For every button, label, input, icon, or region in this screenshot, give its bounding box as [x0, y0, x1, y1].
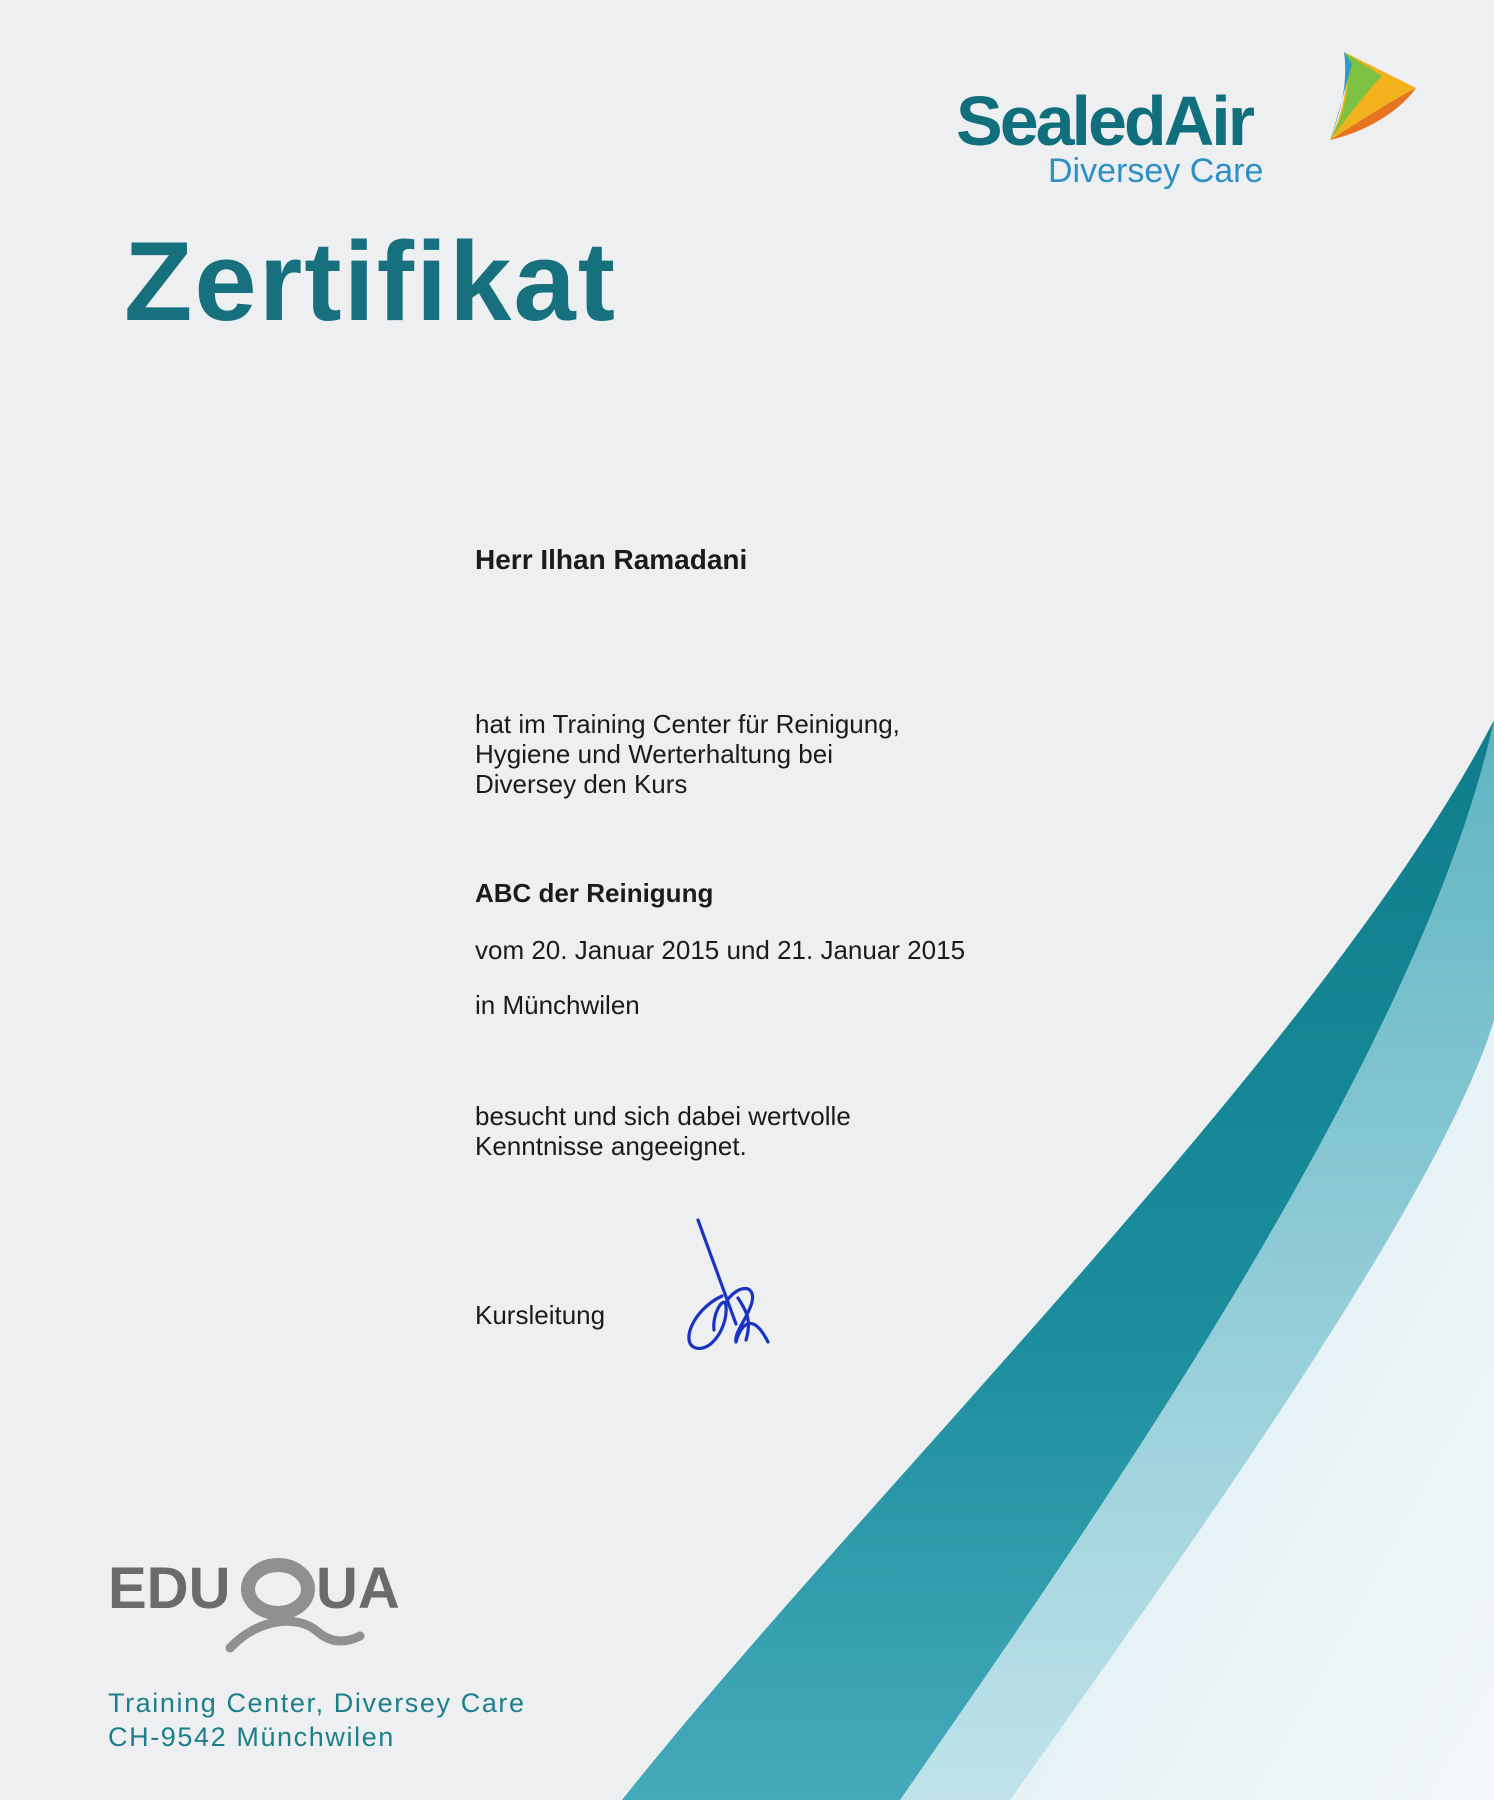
svg-text:EDU: EDU — [108, 1556, 231, 1621]
diversey-care-logo-text: Diversey Care — [1048, 152, 1264, 190]
sail-logo-icon — [1322, 50, 1418, 150]
intro-paragraph — [475, 709, 900, 799]
sealed-air-logo-text: SealedAir — [956, 82, 1252, 160]
intro-line: Hygiene und Werterhaltung bei — [475, 739, 833, 769]
certificate-title: Zertifikat — [124, 219, 617, 344]
intro-line: Diversey den Kurs — [475, 769, 688, 799]
closing-line: besucht und sich dabei wertvolle — [475, 1101, 851, 1131]
footer-line: CH-9542 Münchwilen — [108, 1722, 395, 1752]
closing-line: Kenntnisse angeeignet. — [475, 1131, 747, 1161]
course-name: ABC der Reinigung — [475, 878, 714, 908]
intro-line: hat im Training Center für Reinigung, — [475, 709, 900, 739]
svg-text:UA: UA — [316, 1556, 400, 1621]
course-dates: vom 20. Januar 2015 und 21. Januar 2015 — [475, 935, 966, 965]
closing-paragraph — [475, 1101, 851, 1161]
course-location: in Münchwilen — [475, 990, 640, 1020]
footer-address — [108, 1686, 526, 1754]
eduqua-logo — [108, 1552, 444, 1662]
footer-line: Training Center, Diversey Care — [108, 1688, 526, 1718]
recipient-name: Herr Ilhan Ramadani — [475, 544, 748, 575]
handwritten-signature — [682, 1214, 782, 1362]
signature-label: Kursleitung — [475, 1300, 606, 1330]
